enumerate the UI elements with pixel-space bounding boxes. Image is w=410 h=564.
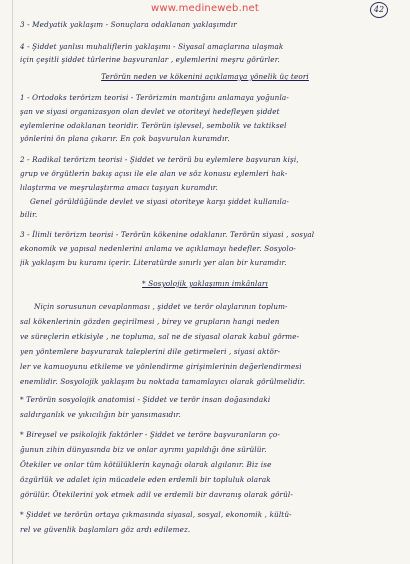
- section-heading: * Sosyolojik yaklaşımın imkânları: [142, 279, 268, 288]
- site-watermark: www.medineweb.net: [151, 3, 259, 14]
- text-line: ler ve kamuoyunu etkileme ve yönlendirme girişimlerinin değerlendirmesi: [20, 362, 302, 371]
- text-line: * Bireysel ve psikolojik faktörler - Şiddet ve teröre başvuranların ço-: [20, 430, 280, 439]
- text-line: şan ve siyasi organizasyon olan devlet ve otoriteyi hedefleyen şiddet: [20, 107, 280, 116]
- text-line: Niçin sorusunun cevaplanması , şiddet ve terör olaylarının toplum-: [34, 302, 288, 311]
- text-line: rel ve güvenlik başlamları göz ardı edilemez.: [20, 525, 191, 534]
- text-line: yen yöntemlere başvurarak taleplerini dile getirmeleri , siyasi aktör-: [20, 347, 281, 356]
- text-line: 4 - Şiddet yanlısı muhaliflerin yaklaşımı - Siyasal amaçlarına ulaşmak: [20, 42, 284, 51]
- text-line: enemlidir. Sosyolojik yaklaşım bu noktada tamamlayıcı olarak görülmelidir.: [20, 377, 306, 386]
- text-line: özgürlük ve adalet için mücadele eden erdemli bir topluluk olarak: [20, 475, 271, 484]
- text-line: görülür. Ötekilerini yok etmek adil ve erdemli bir davranış olarak görül-: [20, 490, 293, 499]
- section-heading: Terörün neden ve kökenini açıklamaya yönelik üç teori: [101, 72, 309, 81]
- text-line: 2 - Radikal terörizm teorisi - Şiddet ve terörü bu eylemlere başvuran kişi,: [20, 155, 299, 164]
- page-margin-line: [12, 0, 13, 564]
- text-line: 1 - Ortodoks terörizm teorisi - Terörizmin mantığını anlamaya yoğunla-: [20, 93, 289, 102]
- text-line: Genel görüldüğünde devlet ve siyasi otoriteye karşı şiddet kullanıla-: [30, 197, 289, 206]
- text-line: 3 - Medyatik yaklaşım - Sonuçlara odaklanan yaklaşımdır: [20, 20, 237, 29]
- text-line: saldırganlık ve yıkıcılığın bir yansımasıdır.: [20, 410, 181, 419]
- text-line: ekonomik ve yapısal nedenlerini anlama ve açıklamayı hedefler. Sosyolo-: [20, 244, 296, 253]
- page-number: 42: [370, 2, 388, 18]
- text-line: bilir.: [20, 210, 38, 219]
- text-line: ve süreçlerin etkisiyle , ne topluma, sal ne de siyasal olarak kabul görme-: [20, 332, 300, 341]
- text-line: eylemlerine odaklanan teoridir. Terörün işlevsel, sembolik ve taktiksel: [20, 121, 287, 130]
- text-line: jik yaklaşım bu kuramı içerir. Literatürde sınırlı yer alan bir kuramdır.: [20, 258, 287, 267]
- text-line: Ötekiler ve onlar tüm kötülüklerin kaynağı olarak algılanır. Biz ise: [20, 460, 272, 469]
- text-line: ğunun zihin dünyasında biz ve onlar ayrımı yapıldığı öne sürülür.: [20, 445, 267, 454]
- text-line: * Terörün sosyolojik anatomisi - Şiddet ve terör insan doğasındaki: [20, 395, 271, 404]
- text-line: 3 - İlimli terörizm teorisi - Terörün kökenine odaklanır. Terörün siyasi , sosyal: [20, 230, 315, 239]
- text-line: * Şiddet ve terörün ortaya çıkmasında siyasal, sosyal, ekonomik , kültü-: [20, 510, 292, 519]
- text-line: grup ve örgütlerin bakış açısı ile ele alan ve söz konusu eylemleri hak-: [20, 169, 288, 178]
- text-line: için çeşitli şiddet türlerine başvuranlar , eylemlerini meşru görürler.: [20, 55, 280, 64]
- text-line: yönlerini ön plana çıkarır. En çok başvurulan kuramdır.: [20, 134, 230, 143]
- text-line: sal kökenlerinin gözden geçirilmesi , birey ve grupların hangi neden: [20, 317, 280, 326]
- text-line: lılaştırma ve meşrulaştırma amacı taşıyan kuramdır.: [20, 183, 218, 192]
